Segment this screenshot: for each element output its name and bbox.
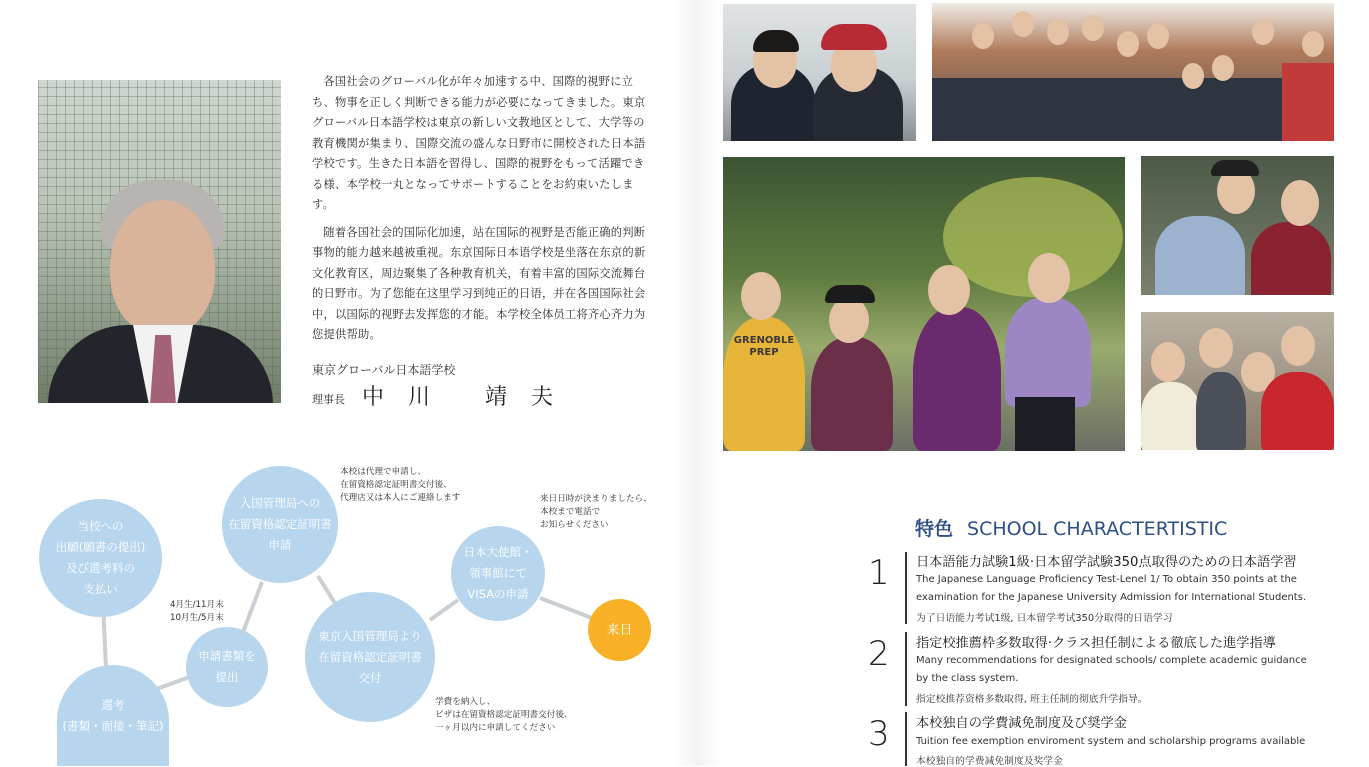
connector-visa-arrival	[540, 598, 592, 618]
characteristics-heading	[915, 514, 1227, 541]
characteristic-english-line: The Japanese Language Proficiency Test-Lenel 1/ To obtain 350 points at the	[916, 574, 1297, 585]
characteristic-title: 本校独自の学費減免制度及び奨学金	[916, 716, 1127, 731]
characteristic-number: 3	[868, 714, 890, 754]
characteristic-chinese: 为了日语能力考试1级, 日本留学考试350分取得的日语学习	[916, 613, 1173, 624]
photo-group	[932, 3, 1334, 141]
characteristic-divider	[905, 712, 907, 766]
flow-step-certificate-issued	[305, 592, 435, 722]
note-arrival-call: 来日日時が決まりましたら、 本校まで電話で お知らせください	[540, 494, 652, 531]
flow-step-immigration-apply	[222, 466, 338, 583]
note-deadline: 4月生/11月末 10月生/5月末	[170, 600, 224, 624]
characteristic-title: 日本語能力試験1級·日本留学試験350点取得のための日本語学習	[916, 555, 1297, 570]
characteristic-title: 指定校推薦枠多数取得·クラス担任制による徹底した進学指導	[916, 636, 1276, 651]
photo-two-men	[1141, 156, 1334, 295]
characteristics-heading-en: SCHOOL CHARACTERTISTIC	[967, 518, 1228, 540]
note-tuition: 学費を納入し、 ビザは在留資格認定証明書交付後、 一ヶ月以内に申請してください	[435, 697, 573, 734]
characteristic-english	[916, 733, 1326, 751]
message-paragraph-jp: 各国社会のグローバル化が年々加速する中、国際的視野に立ち、物事を正しく判断できる能力が必要になってきました。東京グローバル日本語学校は東京の新しい文教地区として、大学等の教育機関が集まり、国際交流の盛んな日野市に開校された日本語学校です。生きた日本語を習得し、国際的視野をもって活躍できる様、本学校一丸となってサポートすることをお約束いたします。	[312, 75, 646, 211]
school-name: 東京グローバル日本語学校	[312, 363, 456, 377]
characteristics-heading-jp: 特色	[915, 518, 954, 540]
note-agent: 本校は代理で申請し、 在留資格認定証明書交付後、 代理店又は本人にご連絡します	[340, 467, 461, 504]
characteristic-chinese: 指定校推荐资格多数取得, 班主任制的彻底升学指导。	[916, 694, 1148, 705]
flow-step-selection	[57, 665, 169, 766]
characteristic-number: 1	[868, 553, 890, 593]
chairman-signature: 中川 靖夫	[362, 385, 577, 410]
characteristic-divider	[905, 552, 907, 624]
photo-party	[1141, 312, 1334, 450]
chairman-title: 理事長	[312, 393, 345, 406]
flow-step-arrival	[588, 599, 651, 661]
flow-step-apply	[39, 499, 162, 617]
page-gutter	[672, 0, 722, 766]
flow-step-immigration-apply-label: 入国管理局への 在留資格認定証明書 申請	[228, 496, 332, 552]
characteristic-chinese: 本校独自的学费减免制度及奖学金	[916, 756, 1063, 767]
characteristic-english-line: Many recommendations for designated schools/ complete academic guidance	[916, 655, 1307, 666]
message-paragraph-cn: 随着各国社会的国际化加速，站在国际的视野是否能正确的判断事物的能力越来越被重视。东京国际日本语学校是坐落在东京的新文化教育区，周边聚集了各种教育机关，有着丰富的国际交流舞台的日野市。为了您能在这里学习到纯正的日语，并在各国国际社会中，以国际的视野去发挥您的才能。本学校全体员工将齐心齐力为您提供帮助。	[312, 225, 646, 341]
flow-step-visa-label: 日本大使館・ 領事館にて VISAの申請	[463, 545, 533, 601]
chairman-portrait	[38, 80, 281, 403]
flow-step-apply-label: 当校への 出願(願書の提出) 及び選考料の 支払い	[55, 519, 146, 596]
flow-step-visa	[451, 526, 545, 621]
characteristic-english-line: examination for the Japanese University Admission for International Students.	[916, 592, 1307, 603]
flow-step-certificate-issued-label: 東京入国管理局より 在留資格認定証明書 交付	[318, 628, 422, 685]
characteristic-english	[916, 571, 1326, 607]
chairman-message	[312, 72, 652, 353]
characteristic-english	[916, 652, 1326, 688]
flow-step-documents-label: 申請書類を 提出	[198, 649, 256, 684]
photo-two-girls	[723, 4, 916, 141]
characteristic-number: 2	[868, 634, 890, 674]
hoodie-print: GRENOBLE PREP	[733, 335, 795, 358]
flow-step-arrival-label: 来日	[606, 622, 633, 638]
connector-immigration-certificate	[318, 576, 336, 605]
photo-students-walking	[723, 157, 1125, 451]
characteristic-english-line: Tuition fee exemption enviroment system and scholarship programs available	[916, 736, 1306, 747]
characteristic-divider	[905, 632, 907, 706]
flow-step-documents	[186, 627, 268, 707]
characteristic-english-line: by the class system.	[916, 673, 1019, 684]
connector-certificate-visa	[430, 600, 458, 620]
flow-step-selection-label: 選考 (書類・面接・筆記)	[62, 697, 164, 733]
